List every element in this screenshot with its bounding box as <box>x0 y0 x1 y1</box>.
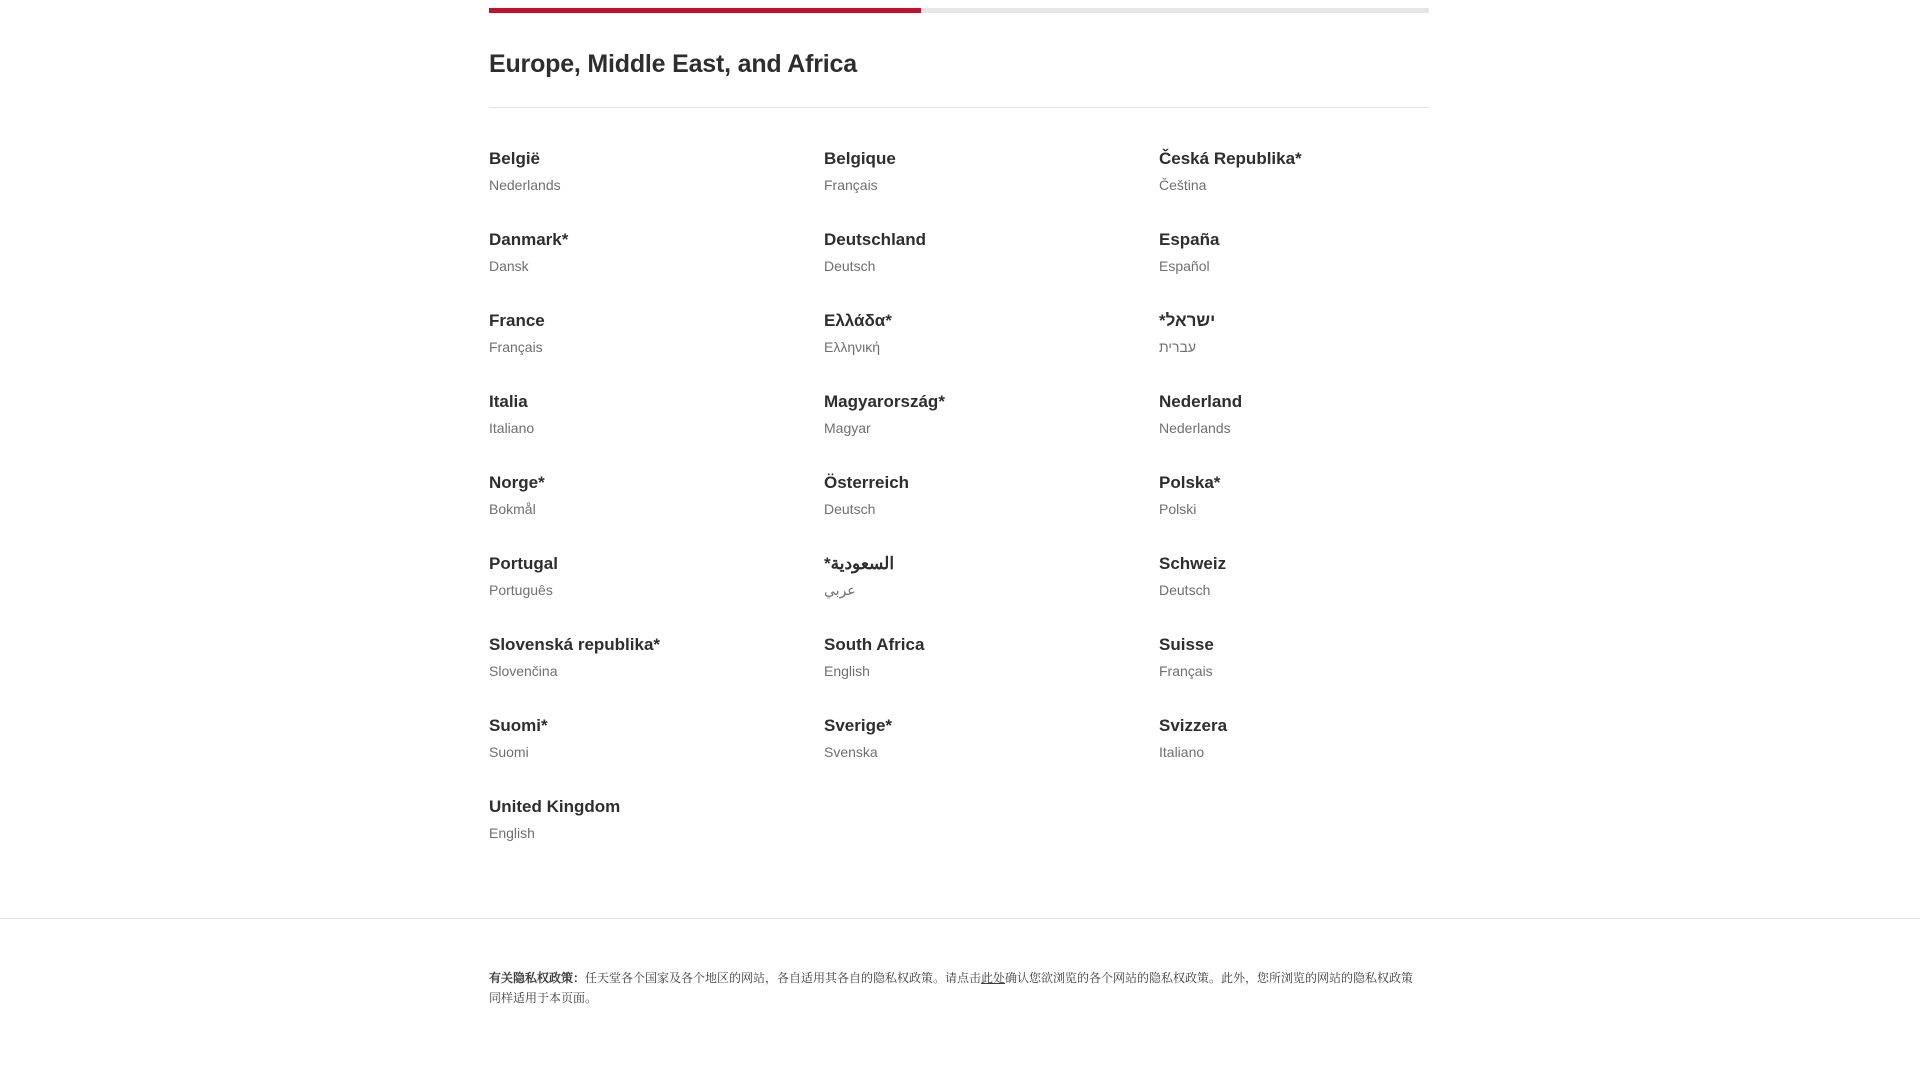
locale-cell <box>824 634 1159 715</box>
privacy-policy-text-after: 确认您欲浏览的各个网站的隐私权政策。此外，您所浏览的网站的隐私权政策同样适用于本页面。 <box>489 971 1414 1005</box>
locale-country-link[interactable]: United Kingdom <box>489 797 621 816</box>
locale-grid <box>489 148 1429 877</box>
locale-cell <box>824 553 1159 634</box>
locale-cell <box>1159 148 1429 229</box>
locale-country-link[interactable]: Suisse <box>1159 635 1214 654</box>
locale-country-link[interactable]: South Africa <box>824 635 925 654</box>
locale-language-link[interactable]: English <box>824 663 870 679</box>
locale-language-link[interactable]: Deutsch <box>1159 582 1211 598</box>
locale-country-link[interactable]: France <box>489 311 545 330</box>
locale-cell <box>1159 391 1429 472</box>
locale-language-link[interactable]: عربي <box>824 582 856 598</box>
locale-cell <box>1159 472 1429 553</box>
locale-country-link[interactable]: ישראל* <box>1159 311 1216 330</box>
locale-language-link[interactable]: Čeština <box>1159 177 1207 193</box>
locale-country-link[interactable]: Portugal <box>489 554 558 573</box>
locale-country-link[interactable]: España <box>1159 230 1220 249</box>
locale-country-link[interactable]: Polska* <box>1159 473 1221 492</box>
locale-country-link[interactable]: Slovenská republika* <box>489 635 661 654</box>
locale-language-link[interactable]: Deutsch <box>824 258 876 274</box>
locale-cell <box>824 148 1159 229</box>
locale-language-link[interactable]: Magyar <box>824 420 871 436</box>
privacy-policy-label: 有关隐私权政策： <box>489 971 586 985</box>
locale-country-link[interactable]: Česká Republika* <box>1159 149 1302 168</box>
privacy-policy-text-before: 任天堂各个国家及各个地区的网站，各自适用其各自的隐私权政策。请点击 <box>585 971 982 985</box>
locale-country-link[interactable]: Belgique <box>824 149 896 168</box>
locale-cell <box>489 148 824 229</box>
locale-language-link[interactable]: Italiano <box>489 420 535 436</box>
locale-language-link[interactable]: Polski <box>1159 501 1197 517</box>
locale-country-link[interactable]: Svizzera <box>1159 716 1228 735</box>
locale-language-link[interactable]: עברית <box>1159 339 1197 355</box>
locale-cell <box>824 229 1159 310</box>
locale-country-link[interactable]: Schweiz <box>1159 554 1227 573</box>
locale-language-link[interactable]: Español <box>1159 258 1210 274</box>
locale-language-link[interactable]: Ελληνική <box>824 339 881 355</box>
locale-cell <box>1159 229 1429 310</box>
locale-language-link[interactable]: Svenska <box>824 744 878 760</box>
page-title: Europe, Middle East, and Africa <box>489 50 857 78</box>
locale-country-link[interactable]: België <box>489 149 541 168</box>
footer-divider <box>0 918 1920 919</box>
locale-country-link[interactable]: Danmark* <box>489 230 569 249</box>
locale-language-link[interactable]: Português <box>489 582 553 598</box>
locale-cell <box>489 634 824 715</box>
locale-country-link[interactable]: Nederland <box>1159 392 1243 411</box>
title-divider <box>489 107 1429 108</box>
locale-cell <box>489 472 824 553</box>
locale-language-link[interactable]: Italiano <box>1159 744 1205 760</box>
locale-cell <box>489 553 824 634</box>
locale-language-link[interactable]: Nederlands <box>489 177 561 193</box>
privacy-policy-note <box>489 968 1419 1008</box>
locale-country-link[interactable]: Deutschland <box>824 230 927 249</box>
locale-language-link[interactable]: Dansk <box>489 258 529 274</box>
main-content <box>489 30 1429 877</box>
locale-language-link[interactable]: Deutsch <box>824 501 876 517</box>
locale-language-link[interactable]: English <box>489 825 535 841</box>
locale-country-link[interactable]: Österreich <box>824 473 910 492</box>
locale-cell <box>489 391 824 472</box>
locale-country-link[interactable]: السعودية* <box>824 554 895 573</box>
locale-language-link[interactable]: Nederlands <box>1159 420 1231 436</box>
locale-country-link[interactable]: Sverige* <box>824 716 893 735</box>
locale-country-link[interactable]: Norge* <box>489 473 545 492</box>
locale-language-link[interactable]: Bokmål <box>489 501 536 517</box>
locale-cell <box>1159 310 1429 391</box>
locale-language-link[interactable]: Français <box>489 339 543 355</box>
locale-cell <box>489 310 824 391</box>
locale-cell <box>489 229 824 310</box>
progress-bar-fill <box>489 8 921 13</box>
locale-country-link[interactable]: Magyarország* <box>824 392 945 411</box>
locale-cell <box>489 796 824 877</box>
locale-cell <box>1159 553 1429 634</box>
locale-language-link[interactable]: Français <box>1159 663 1213 679</box>
locale-cell <box>824 715 1159 796</box>
locale-cell <box>1159 715 1429 796</box>
locale-cell <box>824 310 1159 391</box>
locale-language-link[interactable]: Suomi <box>489 744 529 760</box>
progress-bar-track <box>489 8 1429 13</box>
locale-country-link[interactable]: Ελλάδα* <box>824 311 892 330</box>
locale-cell <box>489 715 824 796</box>
locale-cell <box>824 472 1159 553</box>
locale-country-link[interactable]: Italia <box>489 392 528 411</box>
locale-language-link[interactable]: Français <box>824 177 878 193</box>
locale-language-link[interactable]: Slovenčina <box>489 663 558 679</box>
locale-cell <box>824 391 1159 472</box>
privacy-policy-link[interactable]: 此处 <box>981 971 1006 985</box>
locale-country-link[interactable]: Suomi* <box>489 716 548 735</box>
locale-cell <box>1159 634 1429 715</box>
